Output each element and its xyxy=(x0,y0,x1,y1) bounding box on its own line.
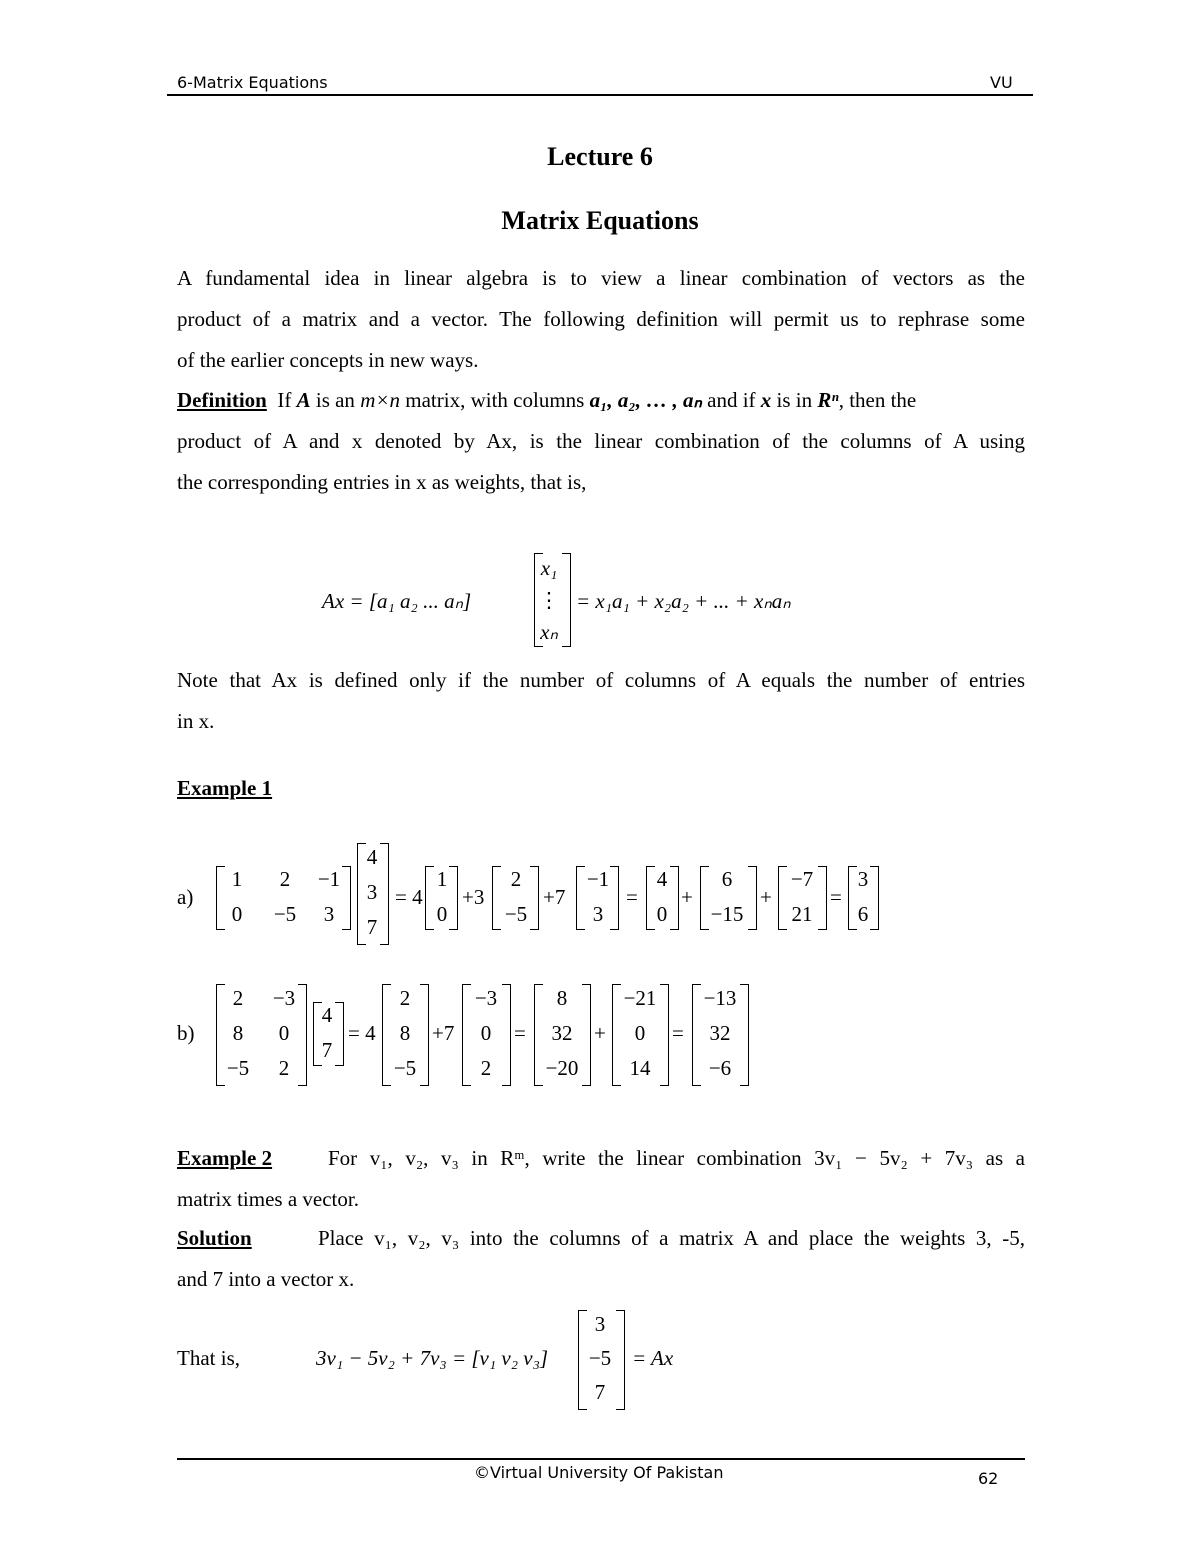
matrix-entry: −5 xyxy=(273,902,297,926)
matrix-entry: 0 xyxy=(278,1021,290,1045)
bracket-right xyxy=(562,553,571,647)
def-text: If xyxy=(277,388,297,412)
note-paragraph xyxy=(177,660,1025,742)
def-symbol: a₁, a₂, … , aₙ xyxy=(589,388,702,412)
definition-paragraph xyxy=(177,380,1025,503)
column-entry: 32 xyxy=(709,1021,731,1045)
bracket-right xyxy=(530,866,539,930)
footer-copyright: ©Virtual University Of Pakistan xyxy=(474,1463,724,1482)
bracket-right xyxy=(740,984,749,1086)
def-symbol: m×n xyxy=(360,388,401,412)
column-entry: −13 xyxy=(703,986,737,1010)
term-coefficient: = xyxy=(514,1021,526,1045)
vector-entry: x₁ xyxy=(540,556,558,580)
example2-text: For v₁, v₂, v₃ in Rᵐ, write the linear combination 3v₁ − 5v₂ + 7v₃ as a xyxy=(328,1146,1025,1170)
column-entry: −21 xyxy=(623,986,657,1010)
bracket-right xyxy=(670,866,679,930)
term-coefficient: + xyxy=(594,1021,606,1045)
matrix-entry: −1 xyxy=(317,867,341,891)
def-text: , then the xyxy=(838,388,917,412)
solution-paragraph xyxy=(177,1218,1025,1300)
term-coefficient: = xyxy=(830,885,842,909)
def-symbol: Rⁿ xyxy=(817,388,839,412)
def-text: matrix, with columns xyxy=(400,388,590,412)
term-coefficient: + xyxy=(760,885,772,909)
column-entry: −15 xyxy=(710,902,744,926)
note-line: Note that Ax is defined only if the number of columns of A equals the number of entries xyxy=(177,668,1025,692)
running-header-left: 6-Matrix Equations xyxy=(177,73,328,92)
solution-formula-rhs: = Ax xyxy=(632,1346,674,1370)
bracket-right xyxy=(616,1310,625,1410)
column-entry: 32 xyxy=(551,1021,573,1045)
term-coefficient: +7 xyxy=(432,1021,455,1045)
bracket-right xyxy=(818,866,827,930)
column-entry: −5 xyxy=(504,902,528,926)
intro-line: of the earlier concepts in new ways. xyxy=(177,348,479,372)
column-entry: 3 xyxy=(857,867,869,891)
definition-line: the corresponding entries in x as weights, that is, xyxy=(177,470,587,494)
lecture-title: Lecture 6 xyxy=(547,142,653,171)
intro-paragraph xyxy=(177,258,1025,381)
def-symbol: A xyxy=(296,388,311,412)
note-line: in x. xyxy=(177,709,215,733)
bracket-right xyxy=(298,984,307,1086)
matrix-entry: 2 xyxy=(279,867,291,891)
matrix-entry: 3 xyxy=(323,902,335,926)
matrix-entry: 1 xyxy=(231,867,243,891)
example2-line: matrix times a vector. xyxy=(177,1187,359,1211)
topic-title: Matrix Equations xyxy=(501,206,699,235)
bracket-right xyxy=(335,1002,344,1066)
bracket-right xyxy=(610,866,619,930)
example2-label: Example 2 xyxy=(177,1146,273,1170)
column-entry: 3 xyxy=(592,902,604,926)
def-formula-rhs: = x₁a₁ + x₂a₂ + ... + xₙaₙ xyxy=(576,589,791,613)
bracket-right xyxy=(870,866,879,930)
column-entry: 6 xyxy=(857,902,869,926)
def-text: is in xyxy=(771,388,818,412)
footer-rule xyxy=(177,1458,1025,1460)
column-entry: 21 xyxy=(791,902,813,926)
vector-entry: 3 xyxy=(594,1312,606,1336)
column-entry: 8 xyxy=(556,986,568,1010)
bracket-right xyxy=(582,984,591,1086)
def-symbol: x xyxy=(760,388,772,412)
term-coefficient: +7 xyxy=(543,885,566,909)
example2-paragraph xyxy=(177,1138,1025,1220)
vector-entry: xₙ xyxy=(540,620,558,644)
column-entry: −1 xyxy=(586,867,610,891)
column-entry: 8 xyxy=(399,1021,411,1045)
def-text: and if xyxy=(701,388,761,412)
intro-line: product of a matrix and a vector. The following definition will permit us to rephrase some xyxy=(177,307,1025,331)
column-entry: 14 xyxy=(629,1056,651,1080)
column-entry: 2 xyxy=(399,986,411,1010)
vector-entry: 7 xyxy=(321,1038,333,1062)
vector-entry: 7 xyxy=(594,1380,606,1404)
bracket-right xyxy=(502,984,511,1086)
solution-line: and 7 into a vector x. xyxy=(177,1267,355,1291)
definition-line: product of A and x denoted by Ax, is the linear combination of the columns of A using xyxy=(177,429,1025,453)
column-entry: 0 xyxy=(634,1021,646,1045)
column-entry: 1 xyxy=(436,867,448,891)
bracket-right xyxy=(748,866,757,930)
vector-entry: 4 xyxy=(366,845,378,869)
column-entry: −7 xyxy=(790,867,814,891)
term-coefficient: = 4 xyxy=(348,1021,376,1045)
intro-line: A fundamental idea in linear algebra is to view a linear combination of vectors as the xyxy=(177,266,1025,290)
term-coefficient: = 4 xyxy=(395,885,423,909)
column-entry: 2 xyxy=(480,1056,492,1080)
solution-text: Place v₁, v₂, v₃ into the columns of a matrix A and place the weights 3, -5, xyxy=(318,1226,1025,1250)
part-b-label: b) xyxy=(177,1021,195,1045)
term-coefficient: + xyxy=(681,885,693,909)
matrix-entry: 2 xyxy=(232,986,244,1010)
matrix-entry: −3 xyxy=(272,986,296,1010)
running-header-right: VU xyxy=(990,73,1013,92)
matrix-entry: 8 xyxy=(232,1021,244,1045)
matrix-entry: 0 xyxy=(231,902,243,926)
header-rule xyxy=(167,94,1033,96)
matrix-entry: 2 xyxy=(278,1056,290,1080)
part-a-label: a) xyxy=(177,885,194,909)
definition-line xyxy=(177,380,1025,421)
vector-entry: ⋮ xyxy=(538,588,560,612)
solution-line xyxy=(177,1218,1025,1259)
vector-entry: 7 xyxy=(366,915,378,939)
def-formula-lhs: Ax = [a₁ a₂ ... aₙ] xyxy=(322,589,472,613)
column-entry: 0 xyxy=(436,902,448,926)
column-entry: 6 xyxy=(721,867,733,891)
term-coefficient: = xyxy=(626,885,638,909)
bracket-right xyxy=(449,866,458,930)
column-entry: −5 xyxy=(393,1056,417,1080)
column-entry: −3 xyxy=(474,986,498,1010)
that-is-label: That is, xyxy=(177,1346,240,1370)
column-entry: 0 xyxy=(656,902,668,926)
bracket-right xyxy=(380,843,389,945)
solution-formula-lhs: 3v₁ − 5v₂ + 7v₃ = [v₁ v₂ v₃] xyxy=(316,1346,549,1370)
matrix-entry: −5 xyxy=(226,1056,250,1080)
def-text: is an xyxy=(310,388,361,412)
example1-label: Example 1 xyxy=(177,776,273,800)
bracket-right xyxy=(660,984,669,1086)
term-coefficient: +3 xyxy=(462,885,485,909)
example2-line xyxy=(177,1138,1025,1179)
vector-entry: 4 xyxy=(321,1003,333,1027)
term-coefficient: = xyxy=(672,1021,684,1045)
column-entry: 4 xyxy=(656,867,668,891)
vector-entry: 3 xyxy=(366,880,378,904)
bracket-right xyxy=(420,984,429,1086)
column-entry: −6 xyxy=(708,1056,732,1080)
bracket-right xyxy=(342,866,351,930)
page-number: 62 xyxy=(978,1469,999,1488)
column-entry: −20 xyxy=(545,1056,579,1080)
solution-label: Solution xyxy=(177,1226,252,1250)
column-entry: 2 xyxy=(510,867,522,891)
definition-label: Definition xyxy=(177,388,267,412)
vector-entry: −5 xyxy=(588,1346,612,1370)
column-entry: 0 xyxy=(480,1021,492,1045)
